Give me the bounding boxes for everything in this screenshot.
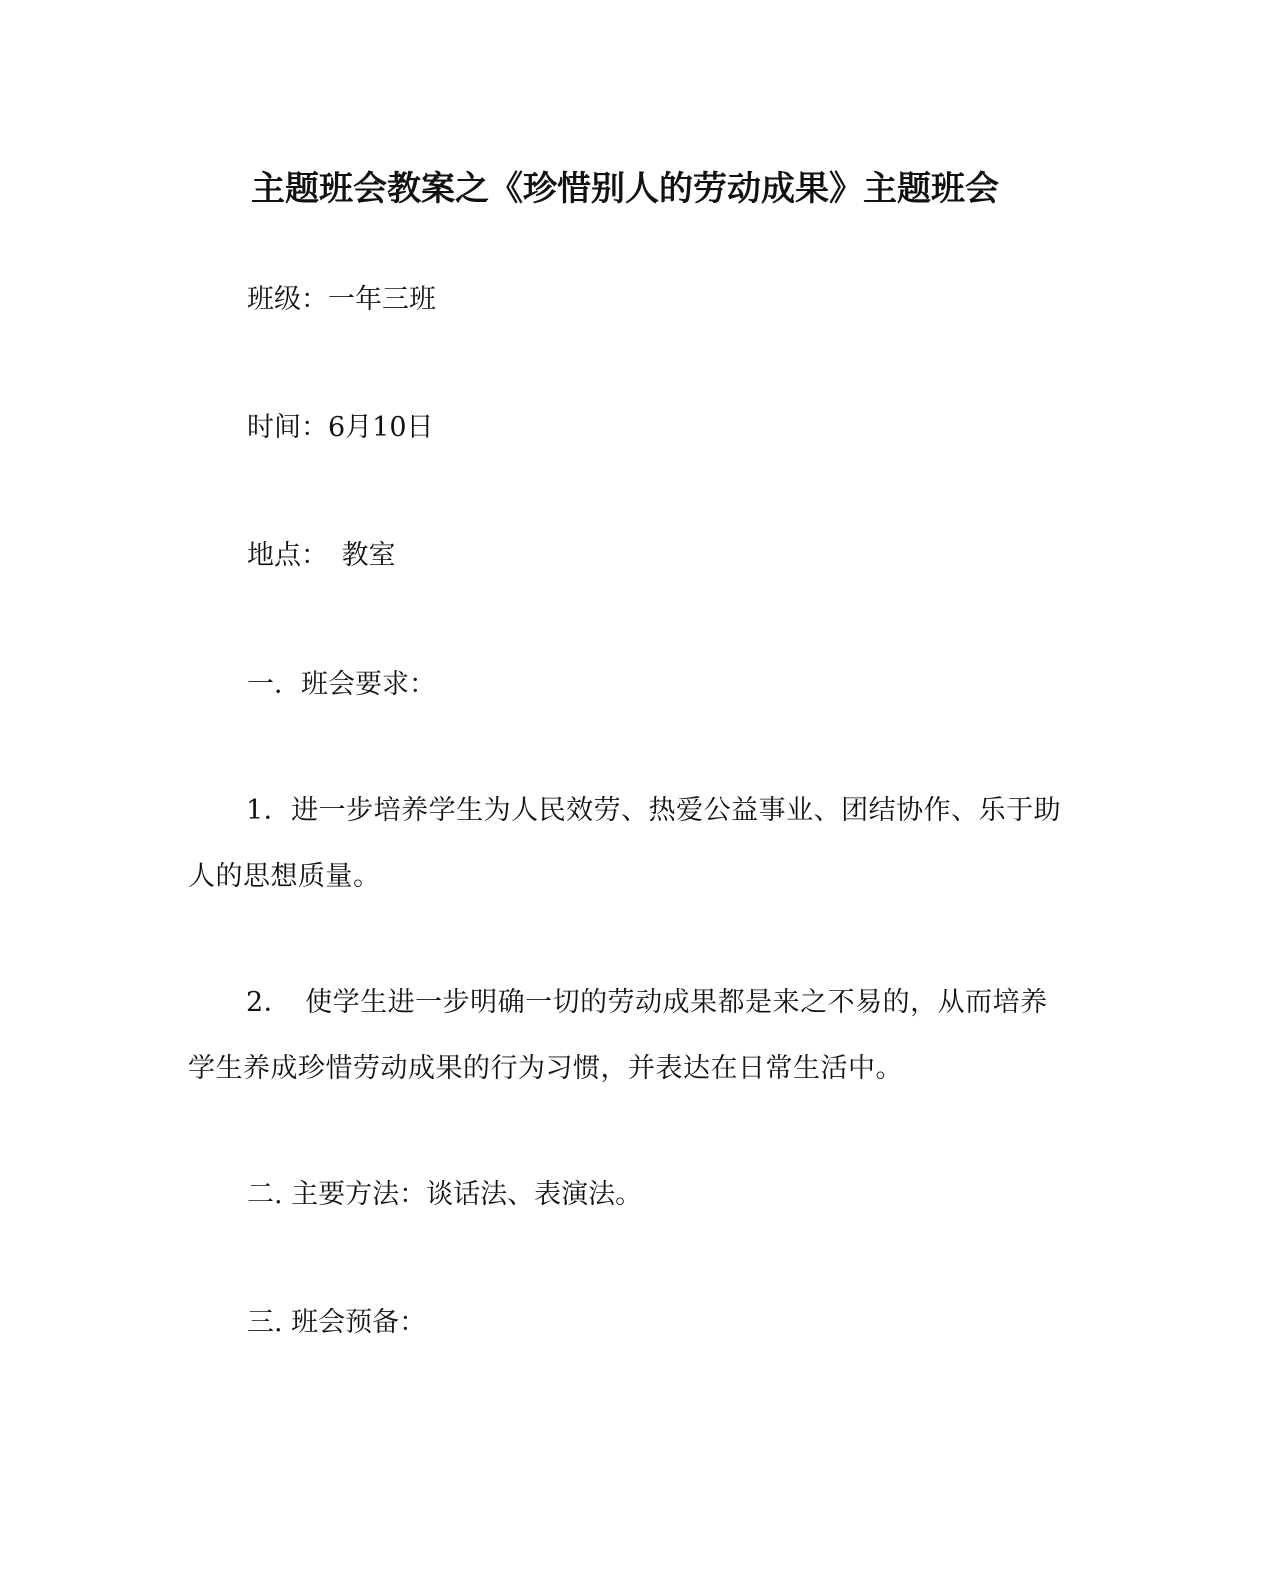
requirement-item-2: 2． 使学生进一步明确一切的劳动成果都是来之不易的，从而培养学生养成珍惜劳动成果的行为习惯，并表达在日常生活中。: [188, 987, 1048, 1084]
class-info: 班级：一年三班: [247, 284, 436, 315]
section-heading-methods: 二. 主要方法：谈话法、表演法。: [247, 1179, 643, 1210]
section-heading-requirements: 一．班会要求：: [247, 669, 436, 700]
section-heading-preparation: 三. 班会预备：: [247, 1307, 427, 1338]
location-info: 地点： 教室: [247, 540, 396, 571]
time-info: 时间：6月10日: [247, 412, 434, 443]
document-title: 主题班会教案之《珍惜别人的劳动成果》主题班会: [251, 169, 999, 209]
requirement-item-1: 1．进一步培养学生为人民效劳、热爱公益事业、团结协作、乐于助人的思想质量。: [188, 795, 1062, 892]
